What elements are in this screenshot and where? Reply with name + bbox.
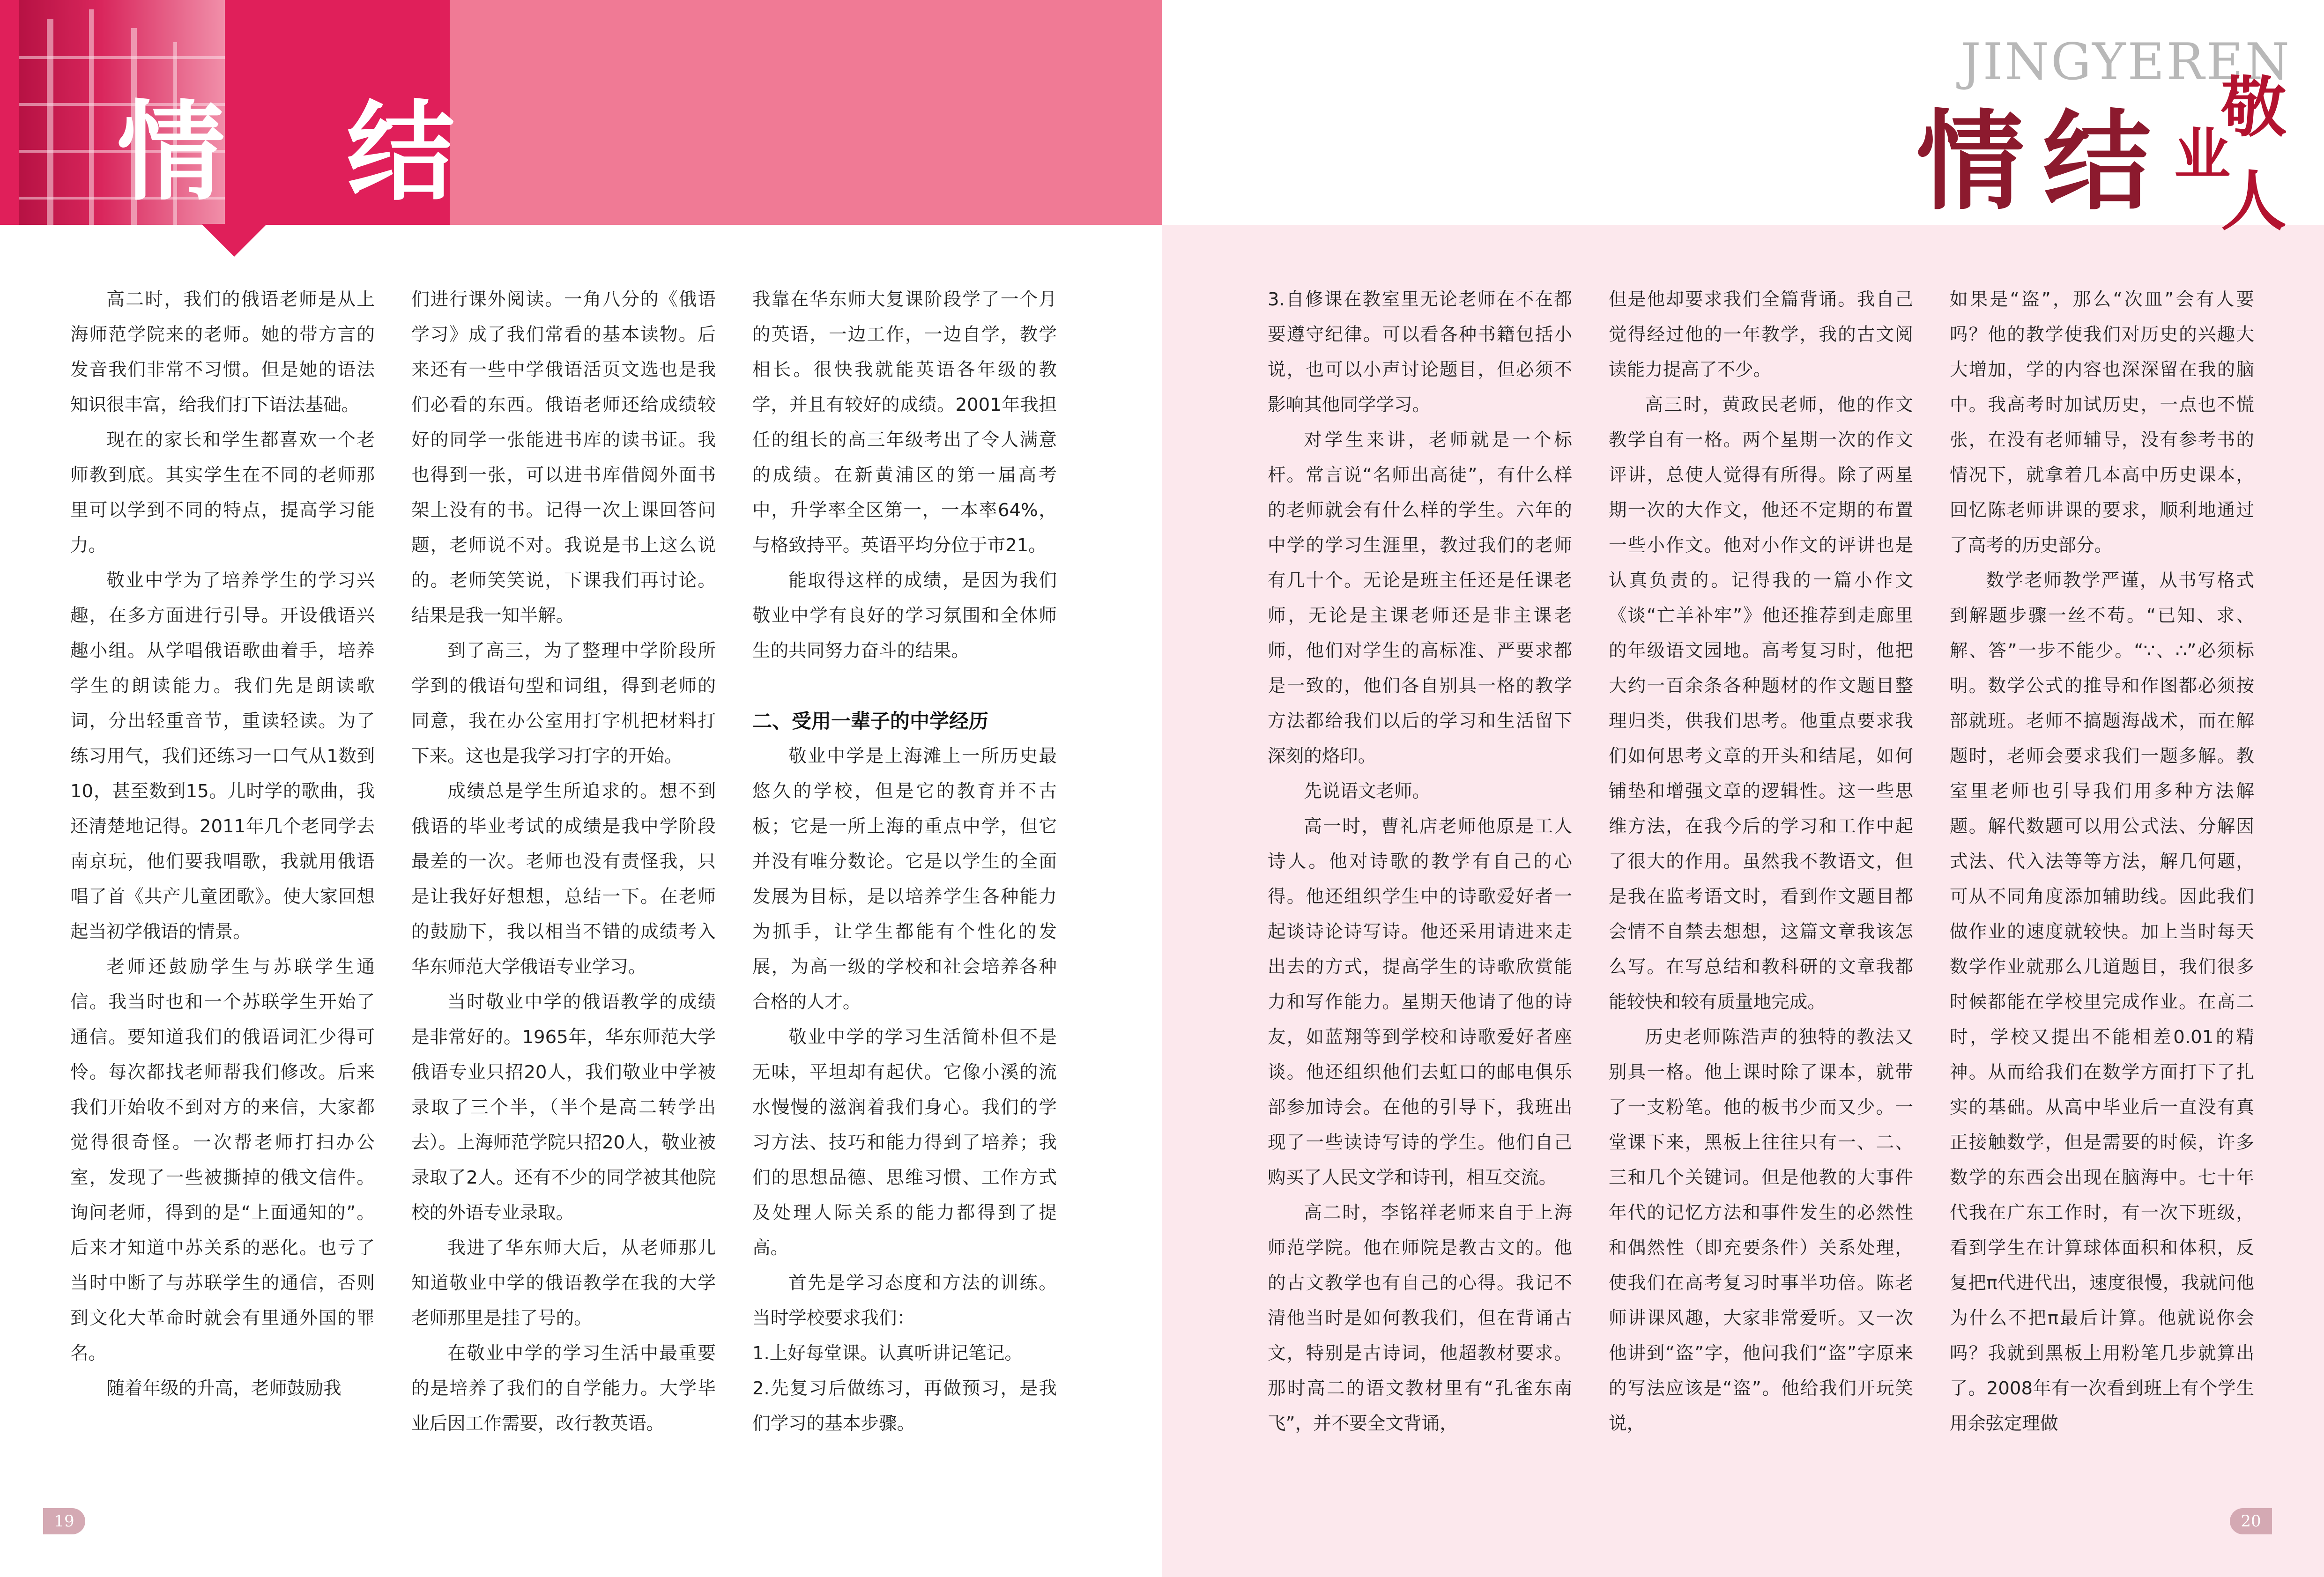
brand-title: 情结 <box>1916 98 2169 225</box>
paragraph: 能取得这样的成绩，是因为我们敬业中学有良好的学习氛围和全体师生的共同努力奋斗的结果。 <box>752 570 1057 661</box>
column-5 <box>1609 282 1913 1441</box>
column-3 <box>752 282 1057 1441</box>
column-2 <box>411 282 716 1441</box>
paragraph: 敬业中学是上海滩上一所历史最悠久的学校，但是它的教育并不古板；它是一所上海的重点中学，但它并没有唯分数论。它是以学生的全面发展为目标，是以培养学生各种能力为抓手，让学生都能有个性化的发展，为高一级的学校和社会培养各种合格的人才。 <box>752 746 1057 1013</box>
paragraph: 现在的家长和学生都喜欢一个老师教到底。其实学生在不同的老师那里可以学到不同的特点，提高学习能力。 <box>70 429 375 556</box>
brand-char: 业 <box>2174 121 2230 187</box>
paragraph: 我靠在华东师大复课阶段学了一个月的英语，一边工作，一边自学，教学相长。很快我就能英语各年级的教学，并且有较好的成绩。2001年我担任的组长的高三年级考出了令人满意的成绩。在新黄浦区的第一届高考中，升学率全区第一，一本率64%，与格致持平。英语平均分位于市21。 <box>752 289 1057 556</box>
page-number: 20 <box>2230 1508 2272 1534</box>
paragraph: 高三时，黄政民老师，他的作文教学自有一格。两个星期一次的作文评讲，总使人觉得有所得。除了两星期一次的大作文，他还不定期的布置一些小作文。他对小作文的评讲也是认真负责的。记得我的一篇小作文《谈“亡羊补牢”》他还推荐到走廊里的年级语文园地。高考复习时，他把大约一百余条各种题材的作文题目整理归类，供我们思考。他重点要求我们如何思考文章的开头和结尾，如何铺垫和增强文章的逻辑性。这一些思维方法，在我今后的学习和工作中起了很大的作用。虽然我不教语文，但是我在监考语文时，看到作文题目都会情不自禁去想想，这篇文章我该怎么写。在写总结和教科研的文章我都能较快和较有质量地完成。 <box>1609 394 1913 1013</box>
paragraph: 到了高三，为了整理中学阶段所学到的俄语句型和词组，得到老师的同意，我在办公室用打字机把材料打下来。这也是我学习打字的开始。 <box>411 640 716 767</box>
paragraph: 先说语文老师。 <box>1304 781 1431 802</box>
paragraph: 对学生来讲，老师就是一个标杆。常言说“名师出高徒”，有什么样的老师就会有什么样的学生。六年的中学的学习生涯里，教过我们的老师有几十个。无论是班主任还是任课老师，无论是主课老师还是非主课老师，他们对学生的高标准、严要求都是一致的，他们各自别具一格的教学方法都给我们以后的学习和生活留下深刻的烙印。 <box>1268 429 1572 767</box>
paragraph: 首先是学习态度和方法的训练。当时学校要求我们： <box>752 1273 1057 1329</box>
brand-english: JINGYEREN <box>1960 33 2291 91</box>
paragraph: 老师还鼓励学生与苏联学生通信。我当时也和一个苏联学生开始了通信。要知道我们的俄语词汇少得可怜。每次都找老师帮我们修改。后来我们开始收不到对方的来信，大家都觉得很奇怪。一次帮老师打扫办公室，发现了一些被撕掉的俄文信件。询问老师，得到的是“上面通知的”。后来才知道中苏关系的恶化。也亏了当时中断了与苏联学生的通信，否则到文化大革命时就会有里通外国的罪名。 <box>70 956 375 1364</box>
paragraph: 我进了华东师大后，从老师那儿知道敬业中学的俄语教学在我的大学老师那里是挂了号的。 <box>411 1237 716 1329</box>
paragraph: 在敬业中学的学习生活中最重要的是培养了我们的自学能力。大学毕业后因工作需要，改行教英语。 <box>411 1343 716 1434</box>
paragraph: 历史老师陈浩声的独特的教法又别具一格。他上课时除了课本，就带了一支粉笔。他的板书少而又少。一堂课下来，黑板上往往只有一、二、三和几个关键词。但是他教的大事件年代的记忆方法和事件发生的必然性和偶然性（即充要条件）关系处理，使我们在高考复习时事半功倍。陈老师讲课风趣，大家非常爱听。又一次他讲到“盗”字，他问我们“盗”字原来的写法应该是“盗”。他给我们开玩笑说， <box>1609 1027 1913 1434</box>
brand-char: 敬 <box>2221 69 2287 146</box>
page-number: 19 <box>43 1508 85 1534</box>
paragraph: 当时敬业中学的俄语教学的成绩是非常好的。1965年，华东师范大学俄语专业只招20人，我们敬业中学被录取了三个半，（半个是高二转学出去）。上海师范学院只招20人，敬业被录取了2人。还有不少的同学被其他院校的外语专业录取。 <box>411 992 716 1223</box>
section-title: 情 结 <box>117 89 497 215</box>
brand-char: 人 <box>2221 163 2287 240</box>
paragraph: 数学老师教学严谨，从书写格式到解题步骤一丝不苟。“已知、求、解、答”一步不能少。“∵、∴”必须标明。数学公式的推导和作图都必须按部就班。老师不搞题海战术，而在解题时，老师会要求我们一题多解。教室里老师也引导我们用多种方法解题。解代数题可以用公式法、分解因式法、代入法等等方法，解几何题，可从不同角度添加辅助线。因此我们做作业的速度就较快。加上当时每天数学作业就那么几道题目，我们很多时候都能在学校里完成作业。在高二时，学校又提出不能相差0.01的精神。从而给我们在数学方面打下了扎实的基础。从高中毕业后一直没有真正接触数学，但是需要的时候，许多数学的东西会出现在脑海中。七十年代我在广东工作时，有一次下班级，看到学生在计算球体面积和体积，反复把π代进代出，速度很慢，我就问他为什么不把π最后计算。他就说你会吗？我就到黑板上用粉笔几步就算出了。2008年有一次看到班上有个学生用余弦定理做 <box>1950 570 2254 1434</box>
section-heading: 二、受用一辈子的中学经历 <box>752 710 989 733</box>
paragraph: 高一时，曹礼店老师他原是工人诗人。他对诗歌的教学有自己的心得。他还组织学生中的诗歌爱好者一起谈诗论诗写诗。他还采用请进来走出去的方式，提高学生的诗歌欣赏能力和写作能力。星期天他请了他的诗友，如蓝翔等到学校和诗歌爱好者座谈。他还组织他们去虹口的邮电俱乐部参加诗会。在他的引导下，我班出现了一些读诗写诗的学生。他们自己购买了人民文学和诗刊，相互交流。 <box>1268 816 1572 1188</box>
paragraph: 如果是“盗”，那么“次皿”会有人要吗？他的教学使我们对历史的兴趣大大增加，学的内容也深深留在我的脑中。我高考时加试历史，一点也不慌张，在没有老师辅导，没有参考书的情况下，就拿着几本高中历史课本，回忆陈老师讲课的要求，顺利地通过了高考的历史部分。 <box>1950 289 2254 556</box>
brand-calligraphy <box>2165 69 2296 244</box>
column-4 <box>1268 282 1572 1441</box>
list-item: 1.上好每堂课。认真听讲记笔记。 <box>752 1343 1023 1364</box>
paragraph: 成绩总是学生所追求的。想不到俄语的毕业考试的成绩是我中学阶段最差的一次。老师也没有责怪我，只是让我好好想想，总结一下。在老师的鼓励下，我以相当不错的成绩考入华东师范大学俄语专业学习。 <box>411 781 716 977</box>
right-page <box>1162 0 2324 1577</box>
paragraph: 但是他却要求我们全篇背诵。我自己觉得经过他的一年教学，我的古文阅读能力提高了不少。 <box>1609 289 1913 380</box>
paragraph: 高二时，李铭祥老师来自于上海师范学院。他在师院是教古文的。他的古文教学也有自己的心得。我记不清他当时是如何教我们，但在背诵古文，特别是古诗词，他超教材要求。那时高二的语文教材里有“孔雀东南飞”，并不要全文背诵， <box>1268 1202 1572 1434</box>
list-item: 2.先复习后做练习，再做预习，是我们学习的基本步骤。 <box>752 1378 1057 1434</box>
header-pointer <box>201 224 267 257</box>
paragraph: 敬业中学的学习生活简朴但不是无味，平坦却有起伏。它像小溪的流水慢慢的滋润着我们身心。我们的学习方法、技巧和能力得到了培养；我们的思想品德、思维习惯、工作方式及处理人际关系的能力都得到了提高。 <box>752 1027 1057 1259</box>
paragraph: 高二时，我们的俄语老师是从上海师范学院来的老师。她的带方言的发音我们非常不习惯。但是她的语法知识很丰富，给我们打下语法基础。 <box>70 289 375 415</box>
paragraph: 敬业中学为了培养学生的学习兴趣，在多方面进行引导。开设俄语兴趣小组。从学唱俄语歌曲着手，培养学生的朗读能力。我们先是朗读歌词，分出轻重音节，重读轻读。为了练习用气，我们还练习一口气从1数到10，甚至数到15。儿时学的歌曲，我还清楚地记得。2011年几个老同学去南京玩，他们要我唱歌，我就用俄语唱了首《共产儿童团歌》。使大家回想起当初学俄语的情景。 <box>70 570 375 942</box>
column-6 <box>1950 282 2254 1441</box>
paragraph: 3.自修课在教室里无论老师在不在都要遵守纪律。可以看各种书籍包括小说，也可以小声讨论题目，但必须不影响其他同学学习。 <box>1268 289 1572 415</box>
paragraph: 们进行课外阅读。一角八分的《俄语学习》成了我们常看的基本读物。后来还有一些中学俄语活页文选也是我们必看的东西。俄语老师还给成绩较好的同学一张能进书库的读书证。我也得到一张，可以进书库借阅外面书架上没有的书。记得一次上课回答问题，老师说不对。我说是书上这么说的。老师笑笑说，下课我们再讨论。结果是我一知半解。 <box>411 289 716 626</box>
column-1 <box>70 282 375 1406</box>
paragraph: 随着年级的升高，老师鼓励我 <box>106 1378 342 1399</box>
